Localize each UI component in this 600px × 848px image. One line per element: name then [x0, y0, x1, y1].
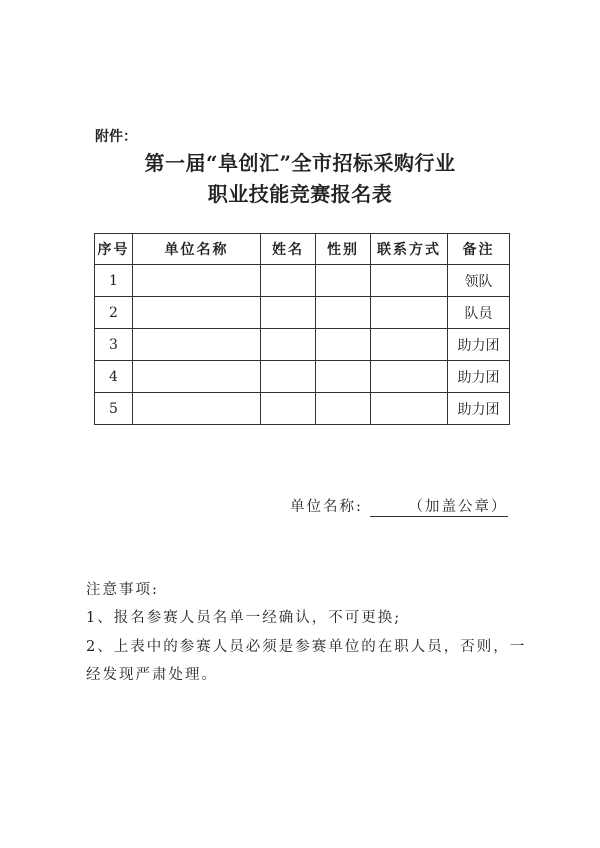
- table-row: [95, 329, 510, 361]
- registration-table: [94, 233, 510, 425]
- name-cell[interactable]: [261, 297, 316, 329]
- header-no: 序号: [95, 234, 133, 265]
- table-row: [95, 361, 510, 393]
- row-no: 3: [95, 329, 133, 361]
- contact-cell[interactable]: [371, 329, 448, 361]
- gender-cell[interactable]: [316, 361, 371, 393]
- title-line-1: 第一届“阜创汇”全市招标采购行业: [144, 151, 456, 175]
- header-contact: 联系方式: [371, 234, 448, 265]
- table-header-row: [95, 234, 510, 265]
- name-cell[interactable]: [261, 361, 316, 393]
- row-no: 4: [95, 361, 133, 393]
- contact-cell[interactable]: [371, 297, 448, 329]
- contact-cell[interactable]: [371, 361, 448, 393]
- gender-cell[interactable]: [316, 297, 371, 329]
- remark-cell: 助力团: [448, 393, 510, 425]
- contact-cell[interactable]: [371, 393, 448, 425]
- attachment-label: 附件：: [95, 129, 137, 145]
- header-name: 姓名: [261, 234, 316, 265]
- remark-cell: 领队: [448, 265, 510, 297]
- name-cell[interactable]: [261, 393, 316, 425]
- note-item: 2、上表中的参赛人员必须是参赛单位的在职人员，否则，一: [86, 639, 527, 655]
- signature-line: [290, 495, 508, 517]
- unit-cell[interactable]: [133, 393, 261, 425]
- header-remark: 备注: [448, 234, 510, 265]
- remark-cell: 助力团: [448, 361, 510, 393]
- table-row: [95, 297, 510, 329]
- contact-cell[interactable]: [371, 265, 448, 297]
- remark-cell: 队员: [448, 297, 510, 329]
- row-no: 1: [95, 265, 133, 297]
- gender-cell[interactable]: [316, 329, 371, 361]
- header-unit: 单位名称: [133, 234, 261, 265]
- unit-cell[interactable]: [133, 329, 261, 361]
- unit-cell[interactable]: [133, 265, 261, 297]
- seal-field[interactable]: （加盖公章）: [370, 495, 508, 517]
- notes-heading: 注意事项:: [86, 582, 159, 598]
- note-item: 1、报名参赛人员名单一经确认，不可更换;: [86, 610, 402, 626]
- table-row: [95, 393, 510, 425]
- name-cell[interactable]: [261, 265, 316, 297]
- gender-cell[interactable]: [316, 393, 371, 425]
- row-no: 2: [95, 297, 133, 329]
- unit-cell[interactable]: [133, 297, 261, 329]
- table-row: [95, 265, 510, 297]
- gender-cell[interactable]: [316, 265, 371, 297]
- row-no: 5: [95, 393, 133, 425]
- note-item: 经发现严肃处理。: [86, 667, 218, 683]
- title-line-2: 职业技能竞赛报名表: [207, 182, 393, 206]
- header-gender: 性别: [316, 234, 371, 265]
- unit-cell[interactable]: [133, 361, 261, 393]
- remark-cell: 助力团: [448, 329, 510, 361]
- signature-label: 单位名称:: [290, 499, 363, 515]
- name-cell[interactable]: [261, 329, 316, 361]
